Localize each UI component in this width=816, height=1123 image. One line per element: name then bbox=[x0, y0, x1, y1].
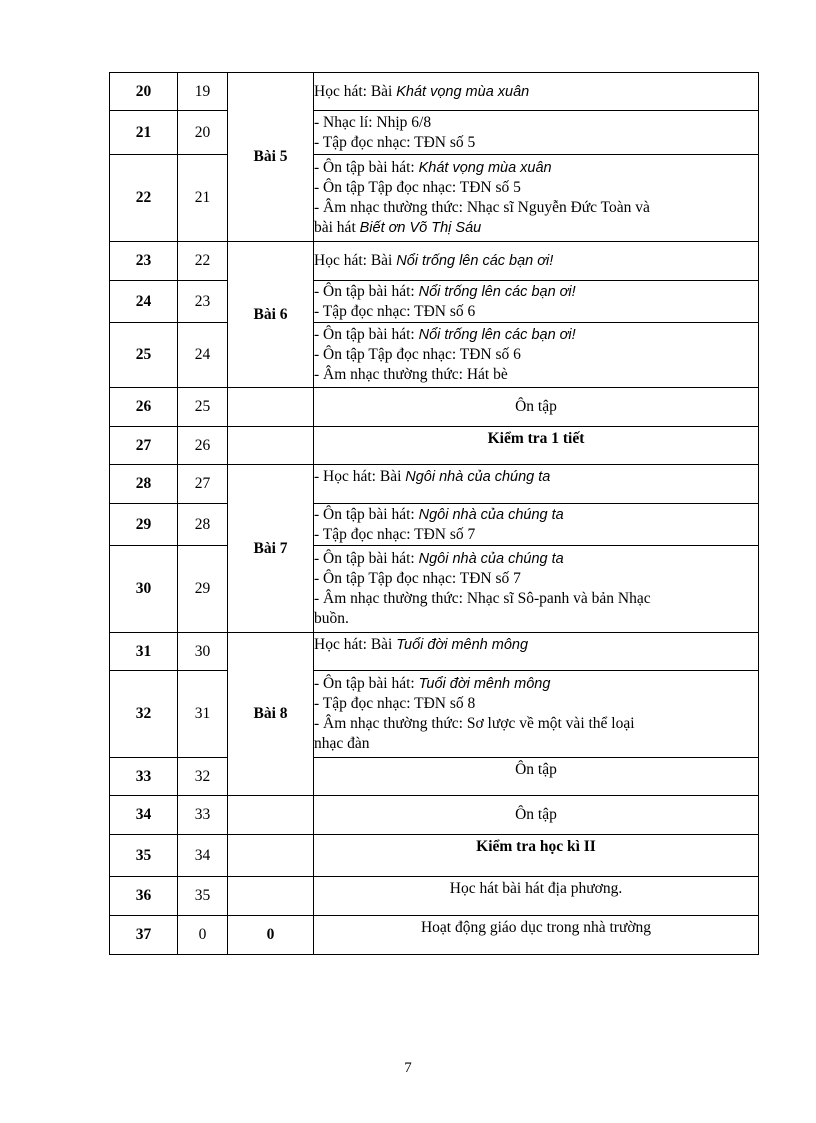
lesson-number: 33 bbox=[178, 796, 228, 835]
table-row bbox=[110, 796, 759, 835]
unit-label: Bài 5 bbox=[228, 73, 314, 242]
lesson-content: Kiểm tra học kì II bbox=[314, 835, 759, 877]
lesson-content: Kiểm tra 1 tiết bbox=[314, 427, 759, 465]
table-row bbox=[110, 504, 759, 546]
week-number: 36 bbox=[110, 877, 178, 916]
week-number: 30 bbox=[110, 546, 178, 633]
lesson-number: 24 bbox=[178, 323, 228, 388]
lesson-number: 34 bbox=[178, 835, 228, 877]
lesson-number: 31 bbox=[178, 671, 228, 758]
lesson-content: Học hát bài hát địa phương. bbox=[314, 877, 759, 916]
lesson-content: - Ôn tập bài hát: Ngôi nhà của chúng ta - Ôn tập Tập đọc nhạc: TĐN số 7 - Âm nhạc thường thức: Nhạc sĩ Sô-panh và bản Nhạc buồn. bbox=[314, 546, 759, 633]
lesson-number: 22 bbox=[178, 242, 228, 281]
week-number: 37 bbox=[110, 916, 178, 955]
table-row bbox=[110, 877, 759, 916]
table-row bbox=[110, 671, 759, 758]
unit-label: Bài 8 bbox=[228, 633, 314, 796]
table-row bbox=[110, 281, 759, 323]
week-number: 23 bbox=[110, 242, 178, 281]
week-number: 26 bbox=[110, 388, 178, 427]
page-number: 7 bbox=[404, 1060, 412, 1076]
table-row bbox=[110, 73, 759, 111]
table-row bbox=[110, 546, 759, 633]
week-number: 32 bbox=[110, 671, 178, 758]
table-row bbox=[110, 465, 759, 504]
lesson-content: Ôn tập bbox=[314, 758, 759, 796]
lesson-content: - Ôn tập bài hát: Nổi trống lên các bạn ơi! - Tập đọc nhạc: TĐN số 6 bbox=[314, 281, 759, 323]
week-number: 28 bbox=[110, 465, 178, 504]
week-number: 22 bbox=[110, 155, 178, 242]
unit-cell-empty bbox=[228, 796, 314, 835]
lesson-content: - Ôn tập bài hát: Nổi trống lên các bạn ơi! - Ôn tập Tập đọc nhạc: TĐN số 6 - Âm nhạc thường thức: Hát bè bbox=[314, 323, 759, 388]
lesson-content: - Ôn tập bài hát: Tuổi đời mênh mông - Tập đọc nhạc: TĐN số 8 - Âm nhạc thường thức: Sơ lược về một vài thể loại nhạc đàn bbox=[314, 671, 759, 758]
table-row bbox=[110, 916, 759, 955]
lesson-content: - Ôn tập bài hát: Ngôi nhà của chúng ta - Tập đọc nhạc: TĐN số 7 bbox=[314, 504, 759, 546]
lesson-number: 19 bbox=[178, 73, 228, 111]
lesson-number: 27 bbox=[178, 465, 228, 504]
unit-cell-empty bbox=[228, 388, 314, 427]
table-row bbox=[110, 633, 759, 671]
lesson-number: 25 bbox=[178, 388, 228, 427]
lesson-number: 21 bbox=[178, 155, 228, 242]
table-row bbox=[110, 388, 759, 427]
week-number: 33 bbox=[110, 758, 178, 796]
lesson-number: 29 bbox=[178, 546, 228, 633]
lesson-number: 35 bbox=[178, 877, 228, 916]
lesson-content: - Ôn tập bài hát: Khát vọng mùa xuân - Ôn tập Tập đọc nhạc: TĐN số 5 - Âm nhạc thường thức: Nhạc sĩ Nguyễn Đức Toàn và bài hát Biết ơn Võ Thị Sáu bbox=[314, 155, 759, 242]
unit-cell-empty bbox=[228, 877, 314, 916]
table-row bbox=[110, 323, 759, 388]
lesson-content: Học hát: Bài Khát vọng mùa xuân bbox=[314, 73, 759, 111]
table-row bbox=[110, 111, 759, 155]
lesson-number: 30 bbox=[178, 633, 228, 671]
unit-label: Bài 7 bbox=[228, 465, 314, 633]
week-number: 27 bbox=[110, 427, 178, 465]
lesson-content: Hoạt động giáo dục trong nhà trường bbox=[314, 916, 759, 955]
week-number: 31 bbox=[110, 633, 178, 671]
lesson-content: Học hát: Bài Nổi trống lên các bạn ơi! bbox=[314, 242, 759, 281]
lesson-content: - Nhạc lí: Nhịp 6/8 - Tập đọc nhạc: TĐN số 5 bbox=[314, 111, 759, 155]
lesson-number: 32 bbox=[178, 758, 228, 796]
week-number: 35 bbox=[110, 835, 178, 877]
unit-label: Bài 6 bbox=[228, 242, 314, 388]
week-number: 25 bbox=[110, 323, 178, 388]
lesson-number: 20 bbox=[178, 111, 228, 155]
week-number: 29 bbox=[110, 504, 178, 546]
lesson-number: 26 bbox=[178, 427, 228, 465]
unit-label: 0 bbox=[228, 916, 314, 955]
week-number: 21 bbox=[110, 111, 178, 155]
unit-cell-empty bbox=[228, 427, 314, 465]
lesson-content: Ôn tập bbox=[314, 388, 759, 427]
unit-cell-empty bbox=[228, 835, 314, 877]
week-number: 20 bbox=[110, 73, 178, 111]
table-row bbox=[110, 242, 759, 281]
lesson-number: 23 bbox=[178, 281, 228, 323]
lesson-number: 28 bbox=[178, 504, 228, 546]
week-number: 34 bbox=[110, 796, 178, 835]
lesson-content: Ôn tập bbox=[314, 796, 759, 835]
table-row bbox=[110, 758, 759, 796]
lesson-number: 0 bbox=[178, 916, 228, 955]
curriculum-table bbox=[109, 72, 759, 955]
lesson-content: Học hát: Bài Tuổi đời mênh mông bbox=[314, 633, 759, 671]
lesson-content: - Học hát: Bài Ngôi nhà của chúng ta bbox=[314, 465, 759, 504]
table-row bbox=[110, 835, 759, 877]
table-row bbox=[110, 155, 759, 242]
week-number: 24 bbox=[110, 281, 178, 323]
table-row bbox=[110, 427, 759, 465]
